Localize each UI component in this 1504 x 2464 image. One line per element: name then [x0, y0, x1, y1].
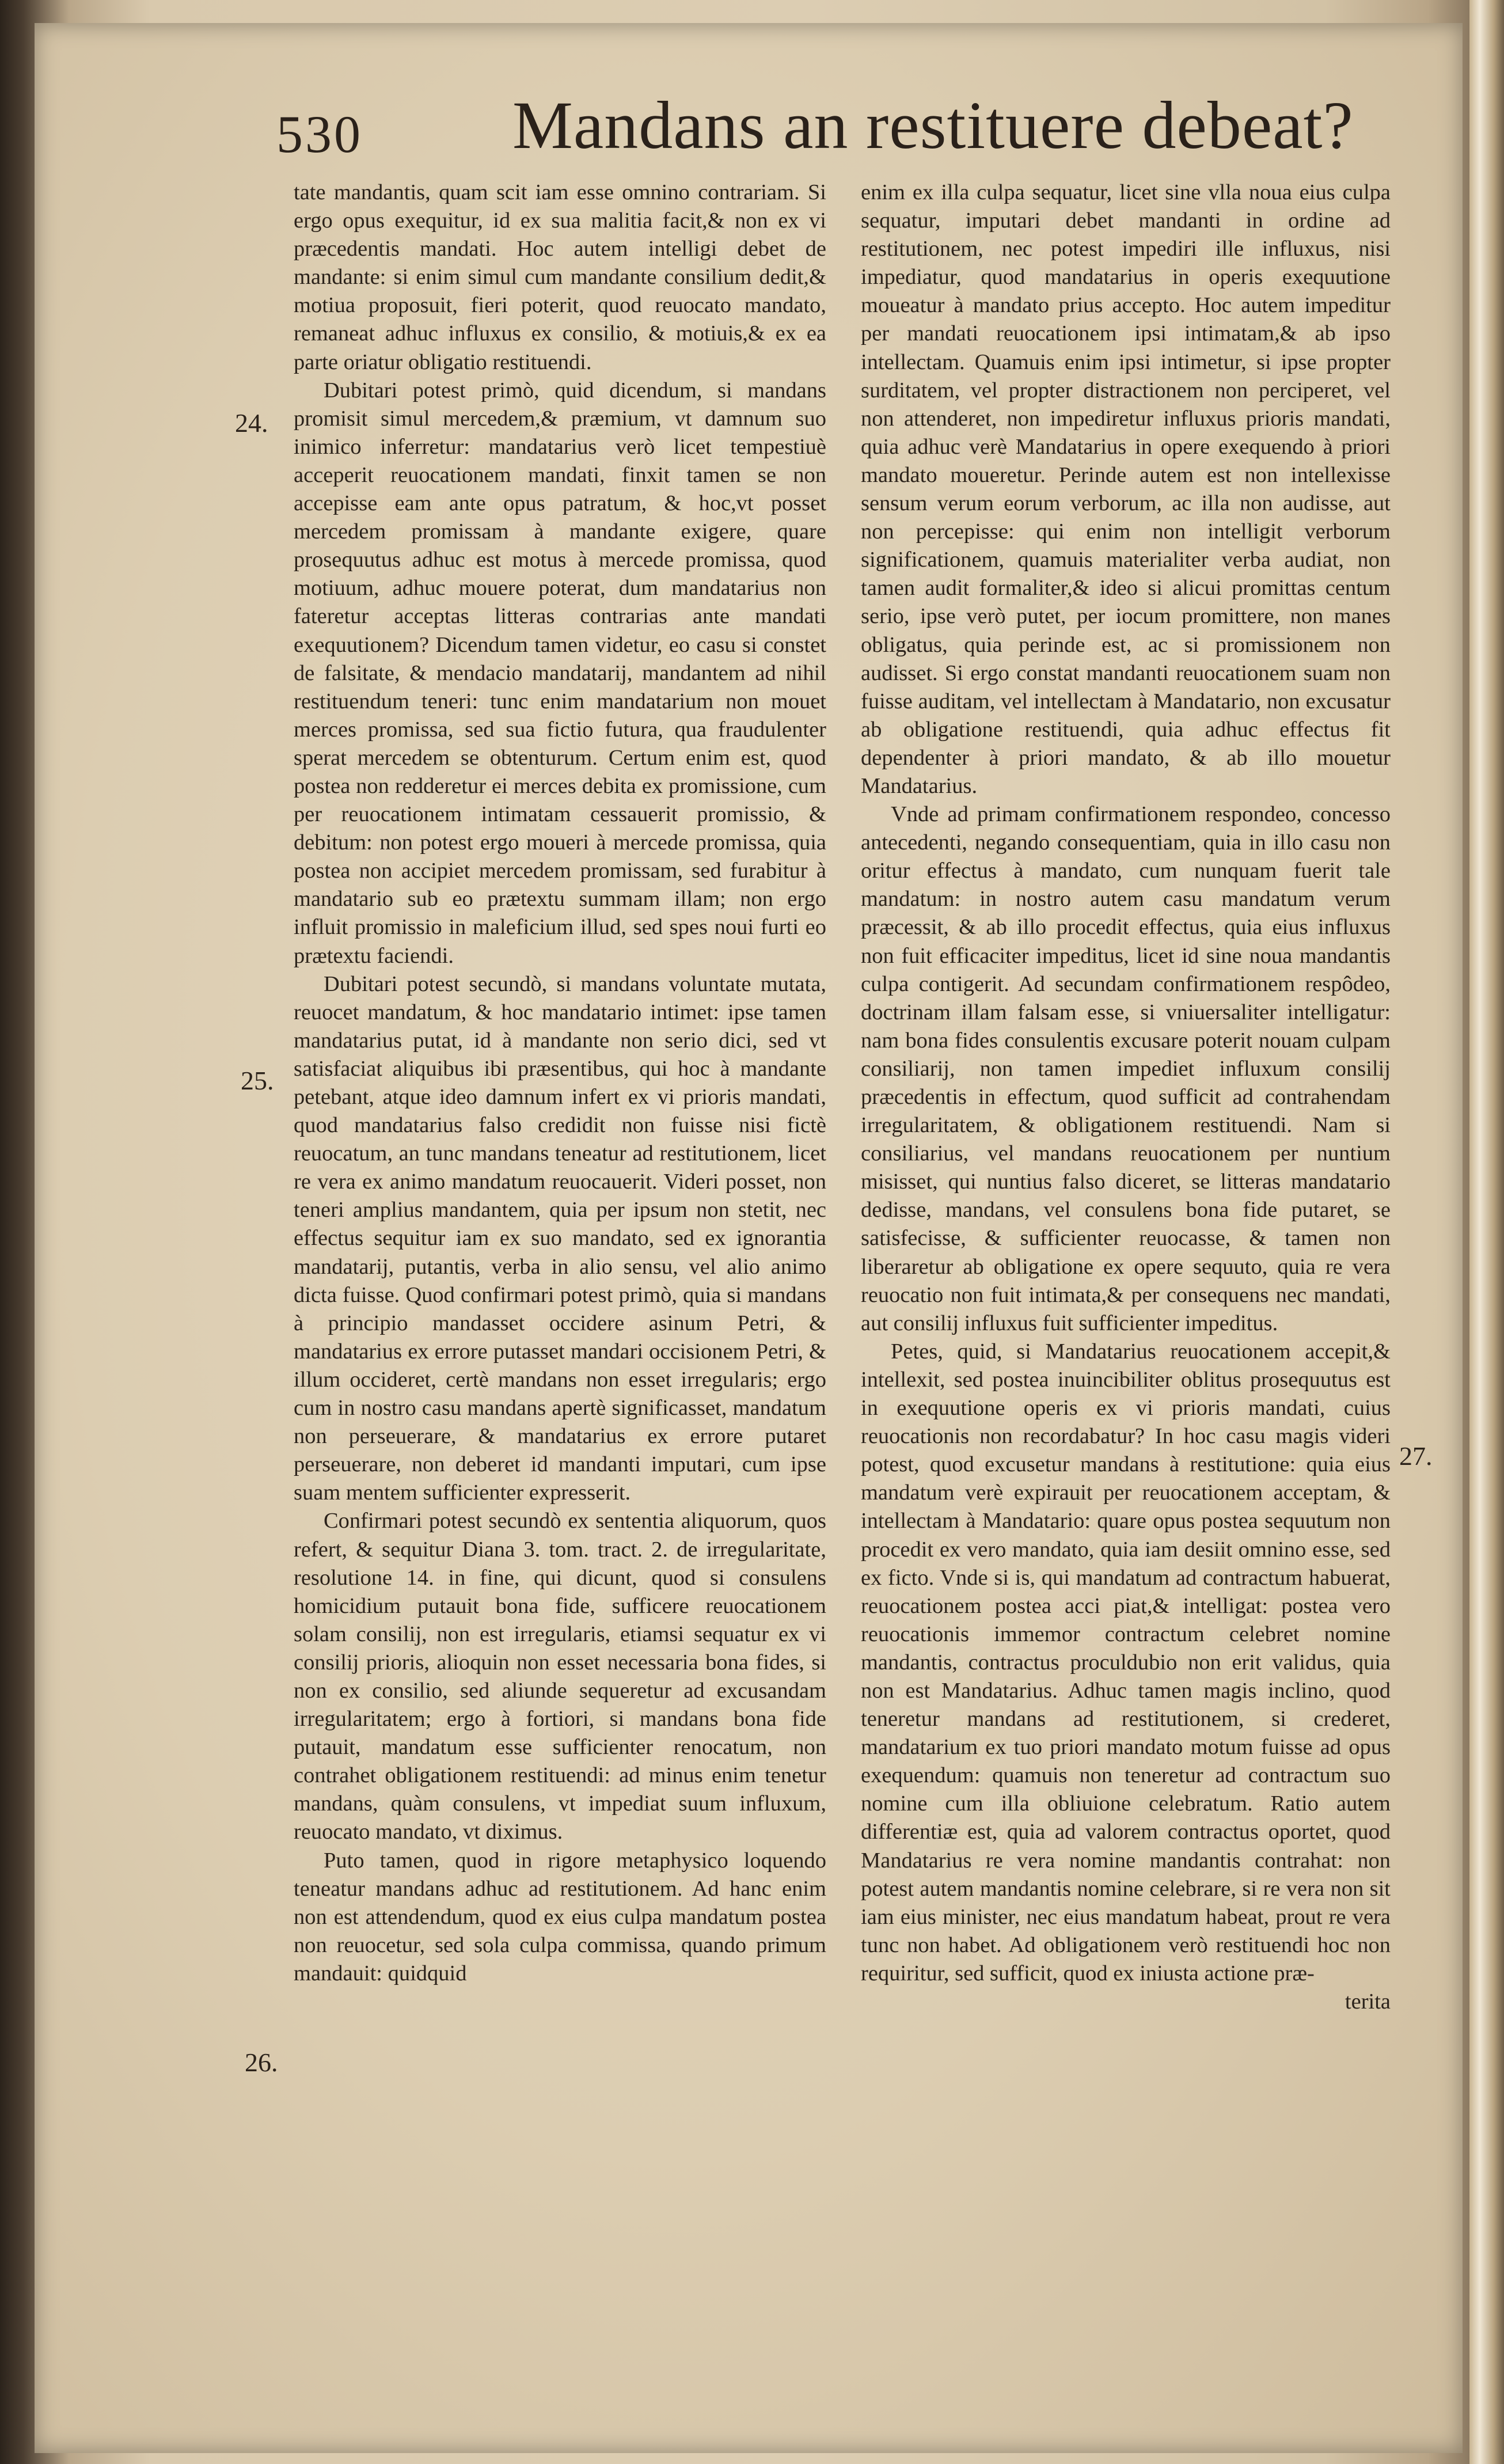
paragraph: enim ex illa culpa sequatur, licet sine vlla noua eius culpa sequatur, imputari debet mandanti in ordine ad restitutionem, nec potest impediri ille influxus, nisi impediatur, quod mandatarius in operis exequutione moueatur à mandato prius accepto. Hoc autem impeditur per mandati reuocationem ipsi intimatam,& ab ipso intellectam. Quamuis enim ipsi intimetur, si ipse propter surditatem, vel propter distractionem non perciperet, vel non attenderet, non impediretur influxus prioris mandati, quia adhuc verè Mandatarius in opere exequendo à priori mandato moueretur. Perinde autem est non intellexisse sensum verum eorum verborum, ac illa non audisse, aut non percepisse: qui enim non intelligit verborum significationem, quamuis materialiter verba audiat, non tamen audit formaliter,& ideo si alicui promittas centum serio, ipse verò putet, per iocum promittere, non manes obligatus, quia perinde est, ac si promissionem non audisset. Si ergo constat mandanti reuocationem suam non fuisse auditam, vel intellectam à Mandatario, non excusatur ab obligatione restituendi, quia adhuc effectus fit dependenter à priori mandato, & ab illo mouetur Mandatarius. — [861, 180, 1391, 798]
page-edge — [1469, 0, 1504, 2464]
page-number: 530 — [276, 105, 363, 164]
paragraph: Puto tamen, quod in rigore metaphysico loquendo teneatur mandans adhuc ad restitutionem. Ad hanc enim non est attendendum, quod ex eius culpa mandatum postea non reuocetur, sed sola culpa commissa, quando primum mandauit: quidquid — [294, 1848, 826, 1985]
margin-number-26: 26. — [245, 2048, 278, 2077]
page-title: Mandans an restituere debeat? — [512, 88, 1354, 163]
margin-number-24: 24. — [235, 408, 268, 438]
left-column — [294, 179, 826, 1988]
catchword: terita — [1345, 1990, 1391, 2014]
paragraph: Vnde ad primam confirmationem respondeo, concesso antecedenti, negando consequentiam, quia in illo casu non oritur effectus à mandato, cum nunquam fuerit tale mandatum: in nostro autem casu mandatum verum præcessit, & ab illo procedit effectus, quia eius influxus non fuit efficaciter impeditus, licet id sine noua mandantis culpa contigerit. Ad secundam confirmationem respôdeo, doctrinam illam falsam esse, si vniuersaliter intelligatur: nam bona fides consulentis excusare poterit nouam culpam consiliarij, non tamen impediet influxum consilij præcedentis in effectum, quod sufficit ad contrahendam irregularitatem, & obligationem restituendi. Nam si consiliarius, vel mandans reuocationem per nuntium misisset, qui nuntius falso diceret, se litteras mandatario dedisse, mandans, vel consulens bona fide putaret, se satisfecisse, & sufficienter reuocasse, & tamen non liberaretur ab obligatione ex opere sequuto, quia re vera reuocatio non fuit intimata,& per consequens nec mandati, aut consilij influxus fuit sufficienter impeditus. — [861, 802, 1391, 1335]
paragraph: Dubitari potest secundò, si mandans voluntate mutata, reuocet mandatum, & hoc mandatario intimet: ipse tamen mandatarius putat, id à mandante non serio dici, sed vt satisfaciat aliquibus ibi præsentibus, qui hoc à mandante petebant, atque ideo damnum infert ex vi prioris mandati, quod mandatarius falso credidit non fuisse nisi fictè reuocatum, an tunc mandans teneatur ad restitutionem, licet re vera ex animo mandatum reuocauerit. Videri posset, non teneri amplius mandantem, quia per ipsum non stetit, nec effectus sequitur iam ex suo mandato, sed ex ignorantia mandatarij, putantis, verba in alio sensu, vel alio animo dicta fuisse. Quod confirmari potest primò, quia si mandans à principio mandasset occidere asinum Petri, & mandatarius ex errore putasset mandari occisionem Petri, & illum occideret, certè mandans non esset irregularis; ergo cum in nostro casu mandans apertè significasset, mandatum non perseuerare, & mandatarius ex errore putaret perseuerare, non deberet id mandanti imputari, cum ipse suam mentem sufficienter expresserit. — [294, 971, 826, 1505]
paragraph: tate mandantis, quam scit iam esse omnino contrariam. Si ergo opus exequitur, id ex sua malitia facit,& non ex vi præcedentis mandati. Hoc autem intelligi debet de mandante: si enim simul cum mandante consilium dedit,& motiua proposuit, fieri poterit, quod reuocato mandato, remaneat adhuc influxus ex consilio, & motiuis,& ex ea parte oriatur obligatio restituendi. — [294, 180, 826, 374]
paragraph: Dubitari potest primò, quid dicendum, si mandans promisit simul mercedem,& præmium, vt damnum suo inimico inferretur: mandatarius verò licet tempestiuè acceperit reuocationem mandati, finxit tamen se non accepisse eam ante opus patratum, & hoc,vt posset mercedem promissam à mandante exigere, quare prosequutus adhuc est motus à mercede promissa, quod motiuum, adhuc mouere poterat, dum mandatarius non fateretur acceptas litteras contrarias ante mandati exequutionem? Dicendum tamen videtur, eo casu si constet de falsitate, & mendacio mandatarij, mandantem ad nihil restituendum teneri: tunc enim mandatarium non mouet merces promissa, sed sua fictio futura, qua fraudulenter sperat mercedem se obtenturum. Certum enim est, quod postea non redderetur ei merces debita ex promissione, cum per reuocationem intimatam cessauerit promissio, & debitum: non potest ergo moueri à mercede promissa, quia postea non accipiet mercedem promissam, sed furabitur à mandatario sub eo prætextu summam illam; non ergo influit promissio in maleficium illud, sed spes noui furti eo prætextu faciendi. — [294, 378, 826, 968]
right-column — [861, 179, 1391, 2016]
margin-number-27: 27. — [1399, 1441, 1433, 1471]
margin-number-25: 25. — [241, 1066, 274, 1095]
paragraph: Petes, quid, si Mandatarius reuocationem accepit,& intellexit, sed postea inuincibiliter oblitus prosequutus est in exequutione operis ex vi prioris mandati, cuius reuocationis non recordabatur? In hoc casu magis videri potest, quod excusetur mandans à restitutione: quia eius mandatum verè expirauit per reuocationem acceptam, & intellectam à Mandatario: quare opus postea sequutum non procedit ex vero mandato, quia iam desiit omnino esse, sed ex ficto. Vnde si is, qui mandatum ad contractum habuerat, reuocationem postea acci piat,& intelligat: postea vero reuocationis immemor contractum celebret nomine mandantis, contractus proculdubio non erit validus, quia non est Mandatarius. Adhuc tamen magis inclino, quod teneretur mandans ad restitutionem, si crederet, mandatarium ex tuo priori mandato motum fuisse ad opus exequendum: quamuis non teneretur ad contractum suo nomine cum illa obliuione celebratum. Ratio autem differentiæ est, quia ad valorem contractus oportet, quod Mandatarius re vera nomine mandantis contrahat: non potest autem mandantis nomine celebrare, si re vera non sit iam eius minister, nec eius mandatum habeat, prout re vera tunc non habet. Ad obligationem verò restituendi hoc non requiritur, sed sufficit, quod ex iniusta actione præ- — [861, 1339, 1391, 1985]
paragraph: Confirmari potest secundò ex sententia aliquorum, quos refert, & sequitur Diana 3. tom. tract. 2. de irregularitate, resolutione 14. in fine, qui dicunt, quod si consulens homicidium putauit bona fide, sufficere reuocationem solam consilij, non est irregularis, etiamsi sequatur ex vi consilij prioris, alioquin non esset necessaria bona fides, si non ex consilio, sed aliunde sequeretur ad excusandam irregularitatem; ergo à fortiori, si mandans bona fide putauit, mandatum esse sufficienter renocatum, non contrahet obligationem restituendi: ad minus enim tenetur mandans, quàm consulens, vt impediat suum influxum, reuocato mandato, vt diximus. — [294, 1509, 826, 1844]
running-header — [242, 86, 1370, 179]
